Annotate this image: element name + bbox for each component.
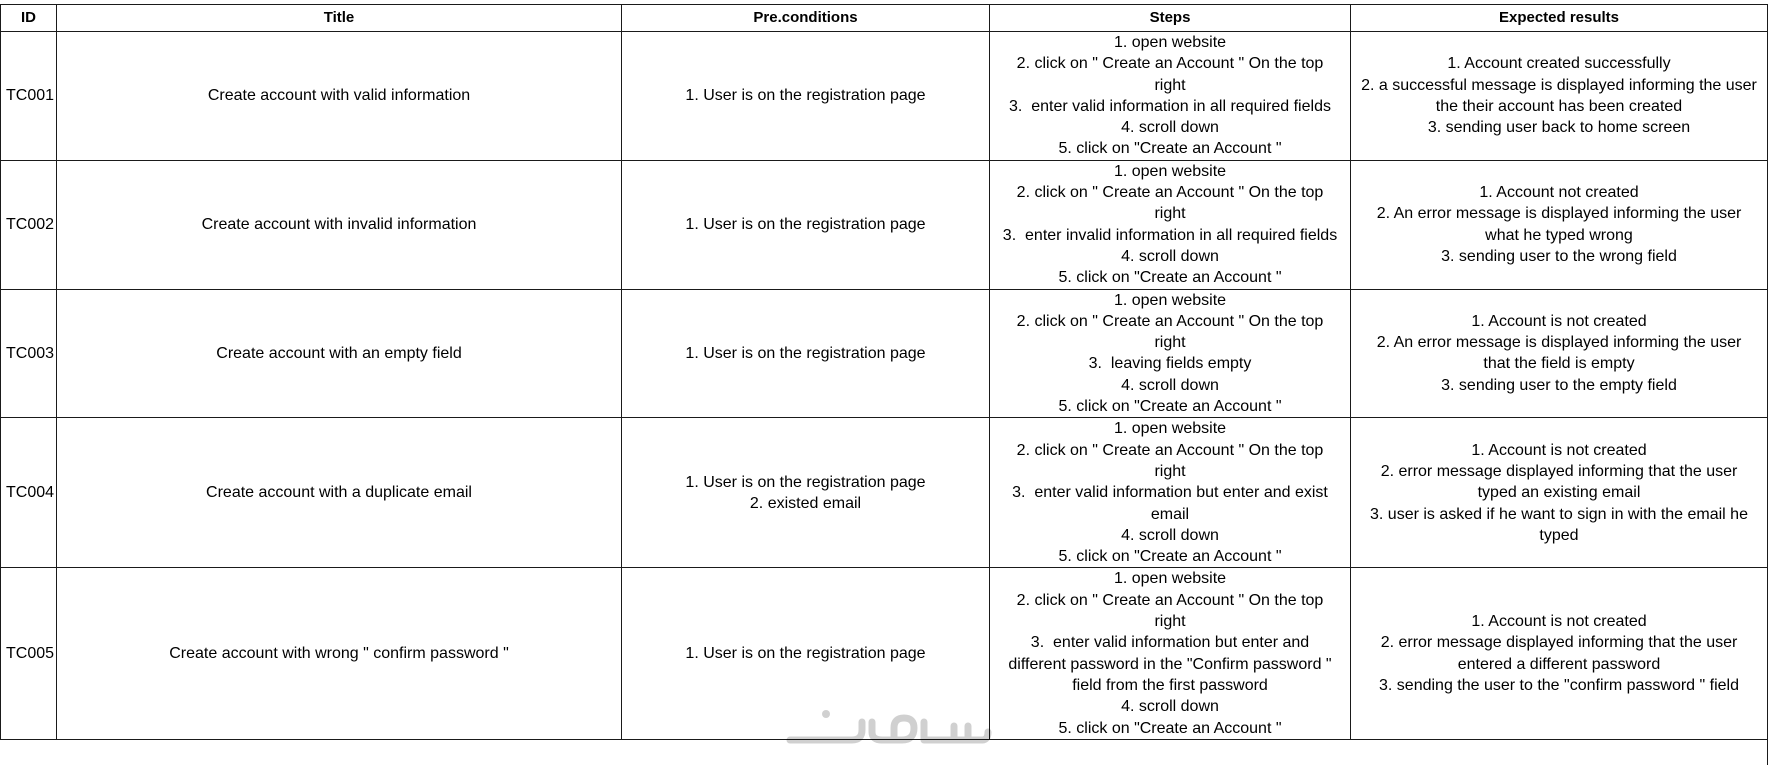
header-preconditions[interactable]: Pre.conditions bbox=[622, 5, 990, 32]
cell-expected-results-line: entered a different password bbox=[1457, 655, 1661, 673]
cell-id[interactable]: TC004 bbox=[1, 418, 57, 568]
cell-steps-line: 3. enter valid information but enter and bbox=[1030, 634, 1310, 652]
header-title[interactable]: Title bbox=[57, 5, 622, 32]
cell-id[interactable]: TC001 bbox=[1, 32, 57, 161]
cell-steps-line: right bbox=[1154, 334, 1186, 352]
cell-steps-line: 1. open website bbox=[1113, 291, 1227, 309]
cell-steps-line: 5. click on "Create an Account " bbox=[1058, 398, 1282, 416]
cell-steps-line: 4. scroll down bbox=[1121, 526, 1219, 544]
cell-title[interactable]: Create account with an empty field bbox=[57, 289, 622, 418]
cell-preconditions-line: 1. User is on the registration page bbox=[685, 473, 926, 491]
cell-steps-line: 2. click on " Create an Account " On the top bbox=[1016, 591, 1324, 609]
table-row bbox=[1, 160, 1768, 289]
cell-expected-results[interactable] bbox=[1351, 160, 1768, 289]
cell-preconditions-line: 1. User is on the registration page bbox=[685, 216, 926, 234]
cell-steps-line: field from the first password bbox=[1072, 676, 1268, 694]
cell-expected-results-line: typed bbox=[1539, 526, 1579, 544]
header-row bbox=[1, 5, 1768, 32]
cell-steps-line: right bbox=[1154, 613, 1186, 631]
cell-expected-results-line: what he typed wrong bbox=[1485, 226, 1633, 244]
cell-preconditions[interactable] bbox=[622, 289, 990, 418]
cell-steps[interactable] bbox=[990, 160, 1351, 289]
table-row bbox=[1, 32, 1768, 161]
cell-steps-line: email bbox=[1150, 505, 1190, 523]
cell-expected-results-line: 2. a successful message is displayed informing the user bbox=[1361, 76, 1757, 94]
cell-id[interactable]: TC005 bbox=[1, 568, 57, 739]
cell-title[interactable]: Create account with a duplicate email bbox=[57, 418, 622, 568]
cell-steps-line: right bbox=[1154, 76, 1186, 94]
watermark-logo bbox=[782, 700, 992, 755]
cell-expected-results-line: the their account has been created bbox=[1435, 97, 1683, 115]
cell-steps-line: 1. open website bbox=[1113, 570, 1227, 588]
cell-steps[interactable] bbox=[990, 289, 1351, 418]
cell-expected-results-line: 2. error message displayed informing that the user bbox=[1380, 634, 1738, 652]
cell-steps-line: 2. click on " Create an Account " On the top bbox=[1016, 55, 1324, 73]
cell-expected-results-line: 2. error message displayed informing that the user bbox=[1380, 462, 1738, 480]
cell-expected-results-line: 1. Account is not created bbox=[1471, 613, 1647, 631]
cell-expected-results-line: that the field is empty bbox=[1483, 355, 1635, 373]
cell-steps-line: 4. scroll down bbox=[1121, 698, 1219, 716]
cell-expected-results-line: 3. sending user to the wrong field bbox=[1441, 247, 1677, 265]
header-steps[interactable]: Steps bbox=[990, 5, 1351, 32]
cell-expected-results-line: 1. Account created successfully bbox=[1447, 55, 1671, 73]
cell-expected-results[interactable] bbox=[1351, 568, 1768, 739]
cell-steps-line: right bbox=[1154, 462, 1186, 480]
header-expected-results[interactable]: Expected results bbox=[1351, 5, 1768, 32]
cell-steps-line: 3. enter invalid information in all required fields bbox=[1002, 226, 1338, 244]
cell-preconditions[interactable] bbox=[622, 418, 990, 568]
table-row bbox=[1, 418, 1768, 568]
cell-steps-line: 4. scroll down bbox=[1121, 247, 1219, 265]
cell-expected-results-line: typed an existing email bbox=[1477, 484, 1641, 502]
cell-id[interactable]: TC003 bbox=[1, 289, 57, 418]
cell-title[interactable]: Create account with valid information bbox=[57, 32, 622, 161]
table-header bbox=[1, 5, 1768, 32]
cell-preconditions-line: 1. User is on the registration page bbox=[685, 644, 926, 662]
cell-preconditions-line: 2. existed email bbox=[749, 494, 862, 512]
cell-expected-results[interactable] bbox=[1351, 418, 1768, 568]
cell-steps-line: 4. scroll down bbox=[1121, 376, 1219, 394]
cell-steps-line: 2. click on " Create an Account " On the top bbox=[1016, 441, 1324, 459]
cell-steps-line: 5. click on "Create an Account " bbox=[1058, 140, 1282, 158]
cell-expected-results-line: 3. sending user back to home screen bbox=[1427, 119, 1691, 137]
table-row bbox=[1, 289, 1768, 418]
cell-steps-line: 3. leaving fields empty bbox=[1088, 355, 1252, 373]
cell-steps-line: 2. click on " Create an Account " On the top bbox=[1016, 184, 1324, 202]
cell-expected-results-line: 1. Account not created bbox=[1479, 184, 1639, 202]
table-body bbox=[1, 32, 1768, 740]
cell-steps-line: different password in the "Confirm password " bbox=[1008, 655, 1332, 673]
sheet-right-border bbox=[1767, 4, 1768, 765]
cell-steps-line: 2. click on " Create an Account " On the top bbox=[1016, 312, 1324, 330]
header-id[interactable]: ID bbox=[1, 5, 57, 32]
cell-expected-results[interactable] bbox=[1351, 32, 1768, 161]
cell-steps-line: 1. open website bbox=[1113, 420, 1227, 438]
cell-title[interactable]: Create account with invalid information bbox=[57, 160, 622, 289]
cell-preconditions[interactable] bbox=[622, 160, 990, 289]
cell-steps-line: 5. click on "Create an Account " bbox=[1058, 548, 1282, 566]
cell-expected-results-line: 1. Account is not created bbox=[1471, 312, 1647, 330]
cell-steps[interactable] bbox=[990, 418, 1351, 568]
cell-title[interactable]: Create account with wrong " confirm password " bbox=[57, 568, 622, 739]
cell-steps-line: 3. enter valid information but enter and exist bbox=[1012, 484, 1328, 502]
cell-steps-line: 4. scroll down bbox=[1121, 119, 1219, 137]
cell-steps[interactable] bbox=[990, 32, 1351, 161]
cell-steps-line: 5. click on "Create an Account " bbox=[1058, 719, 1282, 737]
test-cases-table bbox=[0, 4, 1768, 740]
cell-steps-line: 5. click on "Create an Account " bbox=[1058, 269, 1282, 287]
cell-preconditions-line: 1. User is on the registration page bbox=[685, 344, 926, 362]
cell-expected-results-line: 3. sending the user to the "confirm password " field bbox=[1379, 676, 1739, 694]
cell-id[interactable]: TC002 bbox=[1, 160, 57, 289]
cell-steps[interactable] bbox=[990, 568, 1351, 739]
cell-steps-line: 3. enter valid information in all required fields bbox=[1009, 97, 1331, 115]
cell-expected-results-line: 2. An error message is displayed informing the user bbox=[1376, 334, 1742, 352]
cell-preconditions[interactable] bbox=[622, 32, 990, 161]
cell-expected-results-line: 2. An error message is displayed informing the user bbox=[1376, 205, 1742, 223]
cell-expected-results-line: 1. Account is not created bbox=[1471, 441, 1647, 459]
cell-steps-line: right bbox=[1154, 205, 1186, 223]
cell-expected-results[interactable] bbox=[1351, 289, 1768, 418]
cell-expected-results-line: 3. user is asked if he want to sign in with the email he bbox=[1370, 505, 1748, 523]
cell-steps-line: 1. open website bbox=[1113, 34, 1227, 51]
cell-steps-line: 1. open website bbox=[1113, 162, 1227, 180]
cell-preconditions-line: 1. User is on the registration page bbox=[685, 87, 926, 105]
cell-expected-results-line: 3. sending user to the empty field bbox=[1441, 376, 1677, 394]
